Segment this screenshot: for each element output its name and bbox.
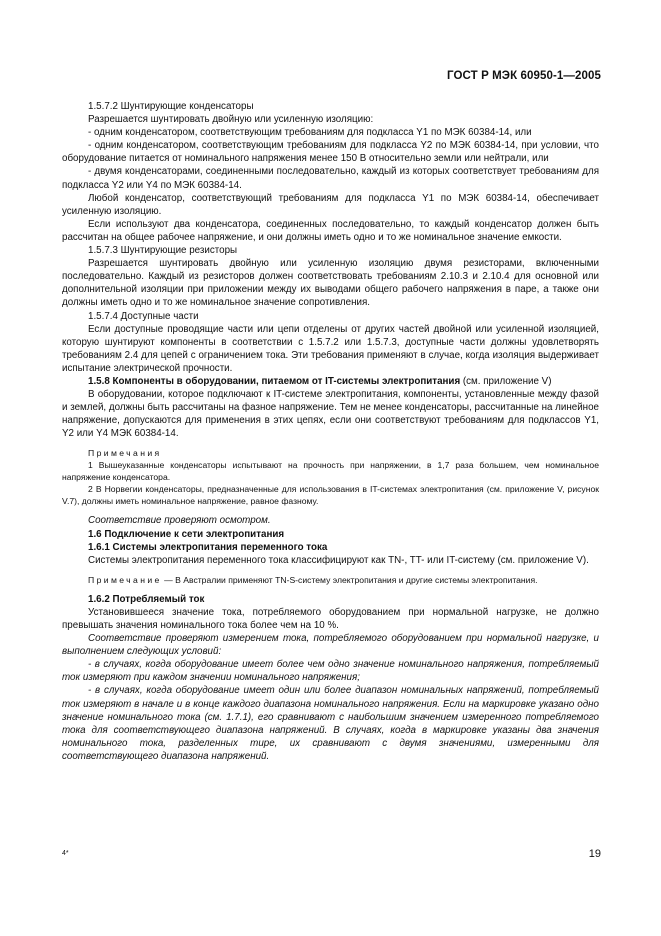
page-number: 19 — [588, 848, 601, 860]
paragraph: Любой конденсатор, соответствующий требованиям для подкласса Y1 по МЭК 60384-14, обеспечивает усиленную изоляцию. — [62, 192, 599, 217]
paragraph: Установившееся значение тока, потребляемого оборудованием при нормальной нагрузке, не должно превышать значения номинального тока более чем на 10 %. — [62, 606, 599, 631]
clause-1-5-7-3-title: 1.5.7.3 Шунтирующие резисторы — [88, 245, 238, 257]
note-text: — В Австралии применяют TN-S-систему электропитания и другие системы электропитания. — [161, 574, 538, 585]
section-1-6-2-heading: 1.6.2 Потребляемый ток — [88, 593, 205, 605]
compliance-text: Соответствие проверяют измерением тока, потребляемого оборудованием при нормальной нагрузке, и выполнением следующих условий: — [62, 633, 599, 658]
list-item: - двумя конденсаторами, соединенными последовательно, каждый из которых соответствует требованиям для подкласса Y2 или Y4 по МЭК 60384-14. — [62, 166, 599, 191]
single-note — [62, 574, 599, 586]
paragraph: Разрешается шунтировать двойную или усиленную изоляцию двумя резисторами, включенными последовательно. Каждый из резисторов должен соответствовать требованиям 2.10.3 и 2.10.4 для основной или дополнительной изоляции при приложении между их выводами общего рабочего напряжения в паре, а также они должны иметь одно и то же номинальное значение сопротивления. — [62, 258, 599, 309]
notes-heading — [62, 447, 599, 459]
paragraph: Если используют два конденсатора, соединенных последовательно, то каждый конденсатор должен быть рассчитан на общее рабочее напряжение, и они должны иметь одно и то же номинальное значение емкости. — [62, 218, 599, 243]
compliance-text: Соответствие проверяют осмотром. — [88, 515, 271, 527]
section-title-tail: (см. приложение V) — [460, 375, 552, 387]
list-item: - в случаях, когда оборудование имеет один или более диапазон номинальных напряжений, потребляемый ток измеряют в начале и в конце каждого диапазона номинального напряжения. Если на маркировке указано одно значение номинального тока (см. 1.7.1), его сравнивают с наибольшим значением измеренного потребляемого тока для соответствующего диапазона напряжений. В случаях, когда в маркировке указаны два значения номинального тока, разделенных тире, их сравнивают с двумя значениями, измеренными для соответствующего диапазона напряжений. — [62, 685, 599, 762]
note-item: 1 Вышеуказанные конденсаторы испытывают на прочность при напряжении, в 1,7 раза большем, чем номинальное напряжение конденсатора. — [62, 460, 599, 483]
section-1-6-1-heading: 1.6.1 Системы электропитания переменного тока — [88, 541, 328, 553]
paragraph: Разрешается шунтировать двойную или усиленную изоляцию: — [88, 114, 374, 126]
clause-1-5-7-2-title: 1.5.7.2 Шунтирующие конденсаторы — [88, 101, 254, 112]
main-text — [62, 100, 599, 763]
document-id: ГОСТ Р МЭК 60950-1—2005 — [447, 70, 601, 82]
notes-label: Примечания — [88, 448, 162, 459]
section-title: 1.5.8 Компоненты в оборудовании, питаемом от IT-системы электропитания — [88, 375, 461, 387]
list-item: - одним конденсатором, соответствующим требованиям для подкласса Y2 по МЭК 60384-14, при условии, что оборудование питается от номинального напряжения менее 150 В относительно земли или нейтрали, или — [62, 140, 599, 165]
list-item: - в случаях, когда оборудование имеет более чем одно значение номинального напряжения, потребляемый ток измеряют при каждом значении номинального напряжения; — [62, 659, 599, 684]
list-item: - одним конденсатором, соответствующим требованиям для подкласса Y1 по МЭК 60384-14, или — [88, 127, 532, 139]
note-item: 2 В Норвегии конденсаторы, предназначенные для использования в IT-системах электропитания (см. приложение V, рисунок V.7), должны иметь номинальное напряжение, равное фазному. — [62, 484, 599, 507]
section-1-5-8-heading — [62, 375, 599, 388]
sheet-mark: 4* — [62, 850, 69, 857]
paragraph: В оборудовании, которое подключают к IT-системе электропитания, компоненты, установленные между фазой и землей, должны быть рассчитаны на фазное напряжение. Тем не менее конденсаторы, рассчитанные на линейное напряжение, допускаются для применения в этих цепях, если они соответствуют требованиям для подклассов Y1, Y2 или Y4 МЭК 60384-14. — [62, 389, 599, 440]
clause-1-5-7-4-title: 1.5.7.4 Доступные части — [88, 310, 199, 322]
paragraph: Системы электропитания переменного тока классифицируют как TN-, TT- или IT-систему (см. приложение V). — [88, 554, 589, 566]
section-1-6-heading: 1.6 Подключение к сети электропитания — [88, 528, 285, 540]
note-label: Примечание — [88, 574, 162, 585]
paragraph: Если доступные проводящие части или цепи отделены от других частей двойной или усиленной изоляцией, которую шунтируют компоненты в соответствии с 1.5.7.2 или 1.5.7.3, доступные части должны удовлетворять требованиям 2.4 для цепей с ограничением тока. Эти требования применяют в случае, когда изоляция выдерживает испытание электрической прочности. — [62, 323, 599, 374]
